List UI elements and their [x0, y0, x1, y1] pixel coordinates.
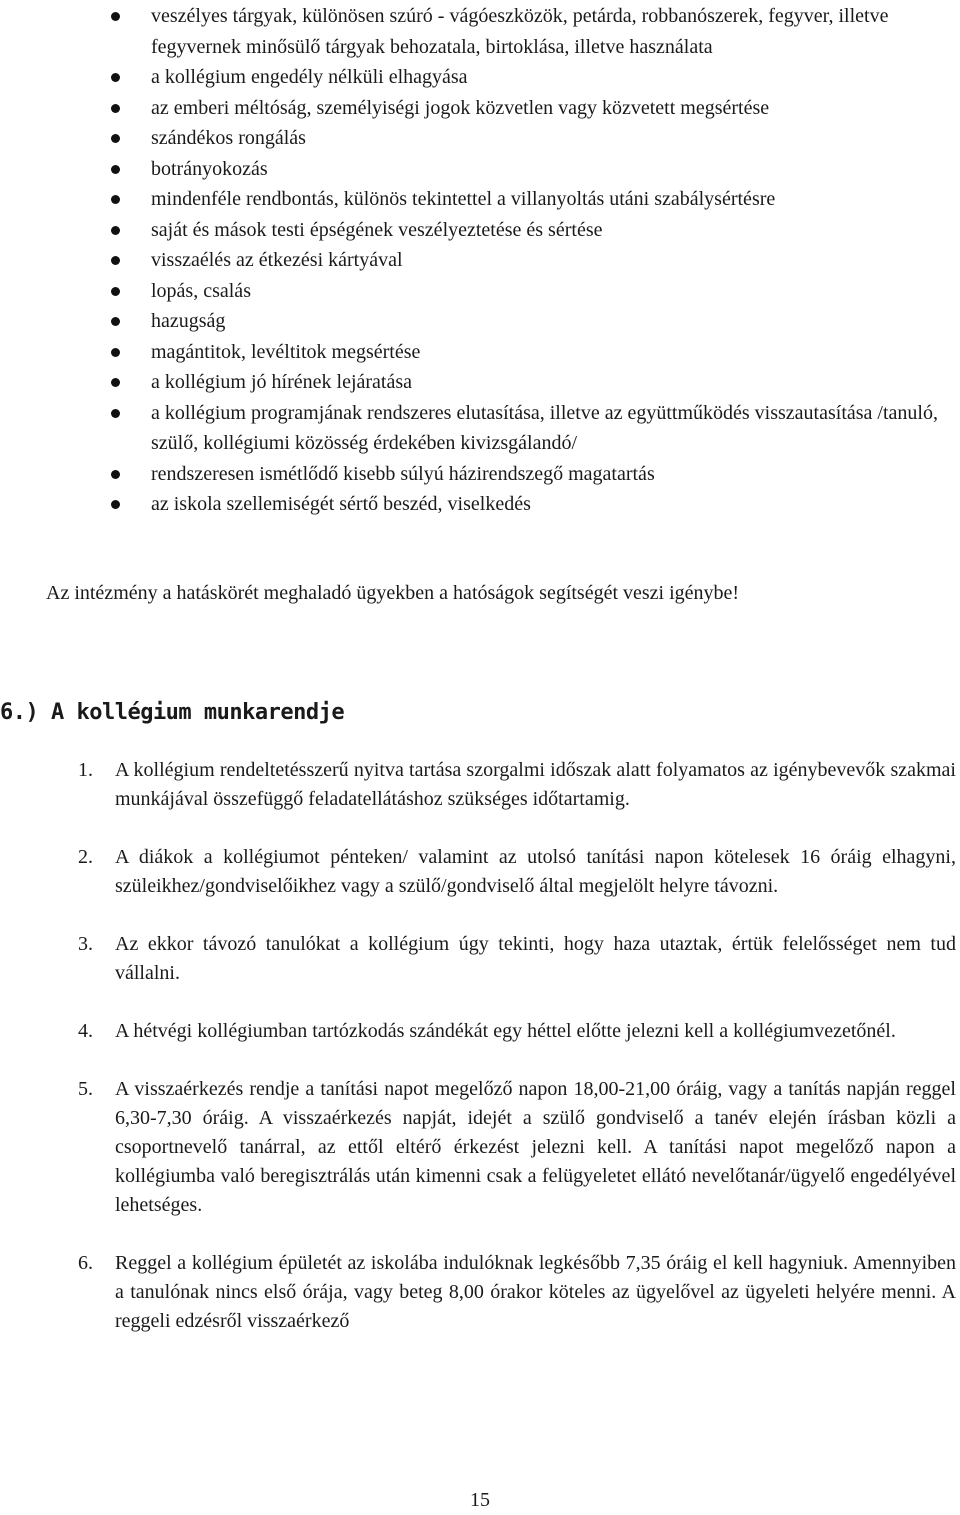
item-number: 1.: [78, 759, 93, 781]
numbered-item: [0, 756, 960, 814]
bullet-icon: [111, 500, 120, 509]
bullet-icon: [111, 73, 120, 82]
list-item: mindenféle rendbontás, különös tekintettel a villanyoltás utáni szabálysértésre: [108, 184, 953, 215]
item-number: 5.: [78, 1078, 93, 1100]
bullet-icon: [111, 256, 120, 265]
bullet-icon: [111, 348, 120, 357]
item-number: 4.: [78, 1020, 93, 1042]
item-text: A hétvégi kollégiumban tartózkodás szándékát egy héttel előtte jelezni kell a kollégiumvezetőnél.: [115, 1020, 896, 1042]
bullet-icon: [111, 378, 120, 387]
list-item: saját és mások testi épségének veszélyeztetése és sértése: [108, 215, 953, 246]
list-item: a kollégium programjának rendszeres elutasítása, illetve az együttműködés visszautasítása /tanuló, szülő, kollégiumi közösség érdekében kivizsgálandó/: [108, 398, 953, 459]
item-number: 2.: [78, 846, 93, 868]
bullet-list: [108, 1, 953, 520]
list-item: rendszeresen ismétlődő kisebb súlyú házirendszegő magatartás: [108, 459, 953, 490]
bullet-icon: [111, 134, 120, 143]
notice-paragraph: Az intézmény a hatáskörét meghaladó ügyekben a hatóságok segítségét veszi igénybe!: [46, 582, 740, 604]
bullet-icon: [111, 226, 120, 235]
list-item: az emberi méltóság, személyiségi jogok közvetlen vagy közvetett megsértése: [108, 93, 953, 124]
numbered-item: [0, 843, 960, 901]
bullet-icon: [111, 104, 120, 113]
bullet-icon: [111, 165, 120, 174]
bullet-icon: [111, 317, 120, 326]
numbered-item: [0, 1075, 960, 1220]
list-item: veszélyes tárgyak, különösen szúró - vágóeszközök, petárda, robbanószerek, fegyver, illetve fegyvernek minősülő tárgyak behozatala, birtoklása, illetve használata: [108, 1, 953, 62]
bullet-icon: [111, 409, 120, 418]
list-item: az iskola szellemiségét sértő beszéd, viselkedés: [108, 489, 953, 520]
bullet-icon: [111, 12, 120, 21]
section-heading: 6.) A kollégium munkarendje: [0, 700, 345, 725]
bullet-icon: [111, 195, 120, 204]
bullet-icon: [111, 287, 120, 296]
numbered-item: [0, 1017, 960, 1046]
numbered-item: [0, 1249, 960, 1336]
bullet-icon: [111, 470, 120, 479]
list-item: hazugság: [108, 306, 953, 337]
item-text: A diákok a kollégiumot pénteken/ valamint az utolsó tanítási napon kötelesek 16 óráig elhagyni, szüleikhez/gondviselőikhez vagy a szülő/gondviselő által megjelölt helyre távozni.: [115, 846, 956, 897]
item-text: A visszaérkezés rendje a tanítási napot megelőző napon 18,00-21,00 óráig, vagy a tanítás napján reggel 6,30-7,30 óráig. A visszaérkezés napját, idejét a szülő gondviselő a tanév elején írásban közli a csoportnevelő tanárral, az ettől eltérő érkezést jelezni kell. A tanítási napot megelőző napon a kollégiumba való beregisztrálás után kimenni csak a felügyeletet ellátó nevelőtanár/ügyelő engedélyével lehetséges.: [115, 1078, 956, 1216]
list-item: a kollégium engedély nélküli elhagyása: [108, 62, 953, 93]
list-item: visszaélés az étkezési kártyával: [108, 245, 953, 276]
list-item: szándékos rongálás: [108, 123, 953, 154]
item-number: 6.: [78, 1252, 93, 1274]
numbered-list: [0, 756, 960, 1365]
list-item: magántitok, levéltitok megsértése: [108, 337, 953, 368]
numbered-item: [0, 930, 960, 988]
item-text: Az ekkor távozó tanulókat a kollégium úgy tekinti, hogy haza utaztak, értük felelősséget nem tud vállalni.: [115, 933, 956, 984]
list-item: a kollégium jó hírének lejáratása: [108, 367, 953, 398]
list-item: botrányokozás: [108, 154, 953, 185]
list-item: lopás, csalás: [108, 276, 953, 307]
item-text: Reggel a kollégium épületét az iskolába indulóknak legkésőbb 7,35 óráig el kell hagyniuk. Amennyiben a tanulónak nincs első órája, vagy beteg 8,00 órakor köteles az ügyelővel az ügyeleti helyére menni. A reggeli edzésről visszaérkező: [115, 1252, 956, 1332]
item-text: A kollégium rendeltetésszerű nyitva tartása szorgalmi időszak alatt folyamatos az igénybevevők szakmai munkájával összefüggő feladatellátáshoz szükséges időtartamig.: [115, 759, 956, 810]
page-number: 15: [470, 1489, 490, 1511]
item-number: 3.: [78, 933, 93, 955]
